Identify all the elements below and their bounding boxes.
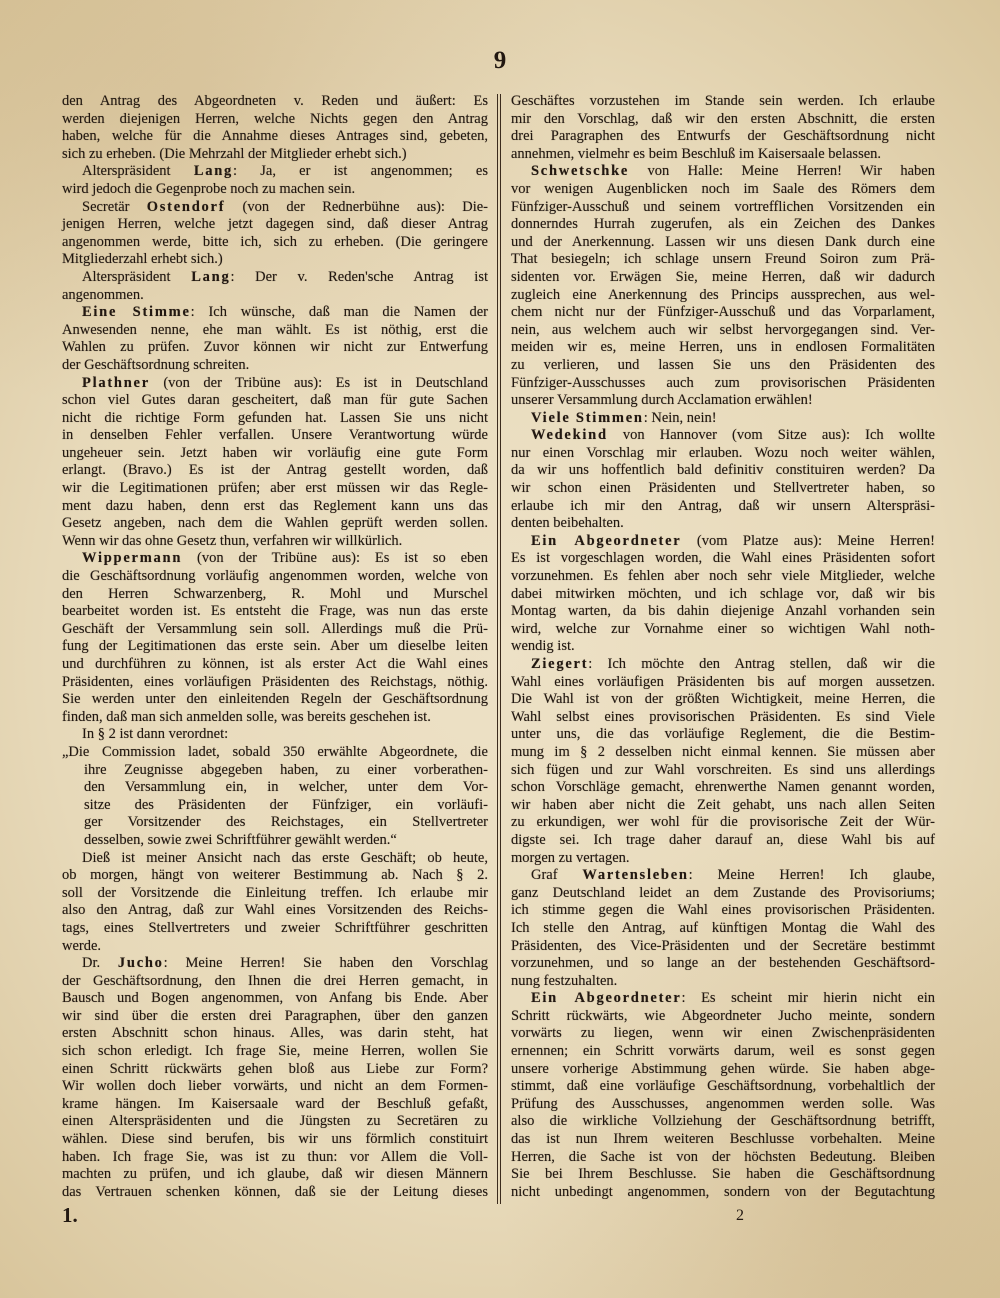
speaker-title: Alterspräsident (82, 268, 192, 285)
text-line: annehmen, vielmehr es beim Beschluß im Kaisersaale belassen. (511, 145, 882, 162)
text-line: machten zu prüfen, und ich glaube, daß wir diesen Männern (62, 1166, 488, 1183)
paragraph (62, 955, 488, 1201)
text-line (62, 550, 488, 568)
text-line: das ist nun Ihrem weiteren Beschlusse vorbehalten. Meine (511, 1131, 935, 1148)
text-line: schon Vorschläge gemacht, ehrenwerthe Namen genannt worden, (511, 779, 935, 796)
text-line: ganz Deutschland leidet an dem Zustande des Provisoriums; (511, 884, 935, 901)
text-line: Bausch und Bogen angenommen, von Anfang bis Ende. Aber (62, 990, 488, 1007)
text-line: ob morgen, hängt von weiterer Bestimmung ab. Nach § 2. (62, 867, 488, 884)
text-line: mung im § 2 desselben nicht einmal kennen. Sie müssen aber (511, 743, 935, 760)
right-column (511, 93, 935, 1201)
speaker-title: Alterspräsident (82, 163, 194, 180)
paragraph (511, 656, 935, 867)
text-line: zu erkundigen, wer wohl für die provisorische Zeit der Wür- (511, 814, 935, 831)
text-line (511, 533, 935, 551)
text-line: krame hängen. Im Kaisersaale ward der Beschluß gefaßt, (62, 1095, 488, 1112)
text-line (511, 163, 935, 181)
text-line: wir die Legitimationen prüfen; aber erst müssen wir das Regle- (62, 480, 488, 497)
text-line: erlaube ich mir den Antrag, daß wir unsern Alterspräsi- (511, 497, 935, 514)
text-line: ihre Zeugnisse abgegeben haben, zu einer vorberathen- (84, 761, 488, 778)
speaker-name: Schwetschke (531, 163, 630, 180)
text-line: soll der Vorsitzende die Einleitung treffen. Ich erlaube mir (62, 884, 488, 901)
paragraph (62, 726, 488, 744)
speaker-name: Eine Stimme (82, 304, 191, 321)
speaker-title: Graf (531, 867, 583, 884)
speaker-title: Secretär (82, 198, 147, 215)
text-line: wird, welche zur Vornahme einer so wichtigen Wahl noth- (511, 620, 935, 637)
text-line: Mitgliederzahl erhebt sich.) (62, 251, 223, 268)
text-line: meiden wir es, meine Herren, uns in endlosen Formalitäten (511, 339, 935, 356)
text-line: den Versammlung ein, in welcher, unter dem Vor- (84, 779, 488, 796)
text-line: Fünfziger-Ausschuß und seinem vortrefflichen Vorsitzenden ein (511, 198, 935, 215)
speaker-name: Wedekind (531, 427, 608, 444)
text-line: angenommen werde, bitte ich, sich zu erheben. (Die geringere (62, 233, 488, 250)
text-line: den Herren Schwarzenberg, R. Mohl und Murschel (62, 585, 488, 602)
speech-text: (vom Platze aus): Meine Herren! (681, 532, 935, 549)
paragraph (62, 163, 488, 198)
speaker-name: Jucho (117, 955, 164, 972)
text-line: tags, eines Stellvertreters und zweier Schriftführer geschritten (62, 919, 488, 936)
text-line: denten beibehalten. (511, 515, 624, 532)
text-line: ernennen; ein Schritt vorwärts darum, weil es sonst gegen (511, 1043, 935, 1060)
speaker-name: Wippermann (82, 550, 183, 567)
text-line: werden diejenigen Herren, welche Nichts gegen den Antrag (62, 110, 488, 127)
text-line: Geschäft der Versammlung sein soll. Allerdings muß die Prü- (62, 620, 488, 637)
speech-text: : Nein, nein! (643, 409, 717, 426)
text-line: Wahlen zu prüfen. Zuvor können wir nicht zur Entwerfung (62, 339, 488, 356)
text-line: Wir wollen doch lieber vorwärts, und nicht an dem Formen- (62, 1078, 488, 1095)
text-line: angenommen. (62, 286, 144, 303)
text-line: in denselben Fehler verfallen. Unsere Verantwortung würde (62, 427, 488, 444)
text-line: mir den Vorschlag, daß wir den ersten Abschnitt, die ersten (511, 110, 935, 127)
text-line: wir schon einen Präsidenten und Stellvertreter haben, so (511, 480, 935, 497)
text-line: da wir uns hoffentlich bald definitiv constituiren werden? Da (511, 462, 935, 479)
text-line: nur einen Vorschlag mir erlauben. Wozu noch weiter wählen, (511, 444, 935, 461)
text-line: vorzunehmen, und so lange an der bestehenden Geschäftsord- (511, 955, 935, 972)
paragraph (62, 375, 488, 551)
text-line: wird jedoch die Gegenprobe noch zu machen sein. (62, 180, 356, 197)
paragraph (62, 550, 488, 726)
paragraph (511, 93, 935, 163)
page-number: 9 (493, 47, 507, 74)
text-line: und durchführen zu können, ist als erster Act die Wahl eines (62, 656, 488, 672)
text-line: vor wenigen Augenblicken noch im Saale des Römers dem (511, 180, 935, 197)
text-line: nein, aus welchem auch wir selbst hervorgegangen sind. Ver- (511, 321, 935, 338)
text-line: jenigen Herren, welche jetzt dagegen sind, daß dieser Antrag (62, 216, 488, 233)
paragraph (511, 410, 935, 428)
text-line: wir haben aber nicht die Zeit gehabt, uns nach allen Seiten (511, 796, 935, 813)
text-line: That besiegeln; ich schlage unsern Freund Soiron zum Prä- (511, 251, 935, 268)
text-line: dabei mitwirken möchten, und ich schlage vor, daß wir bis (511, 585, 935, 602)
text-line: Anwesenden nenne, ehe man wählt. Es ist nöthig, erst die (62, 321, 488, 338)
text-line: morgen zu vertagen. (511, 849, 630, 866)
text-line: vorwärts zu liegen, wenn wir einen Zwischenpräsidenten (511, 1025, 935, 1042)
paragraph (511, 990, 935, 1201)
text-line: der Geschäftsordnung schreiten. (62, 356, 250, 373)
text-line (62, 269, 488, 287)
sheet-signature: 1. (62, 1203, 78, 1227)
text-line: unsere vorherige Abstimmung gehen würde. Sie haben abge- (511, 1060, 935, 1077)
text-line: unter uns, die das vorläufige Reglement, die die Bestim- (511, 726, 935, 743)
text-line (62, 375, 488, 393)
text-line: Sie werden unter den einleitenden Regeln der Geschäftsordnung (62, 691, 488, 708)
speech-text: (von der Rednerbühne aus): Die- (225, 198, 488, 215)
paragraph (62, 199, 488, 269)
speaker-title: Dr. (82, 955, 118, 972)
speech-text: (von der Tribüne aus): Es ist so eben (182, 550, 488, 567)
text-line: Geschäftes vorzustehen im Stande sein werden. Ich erlaube (511, 93, 935, 109)
text-line: haben. Ich frage Sie, was ist zu thun: vor Allem die Voll- (62, 1148, 488, 1165)
text-line (511, 410, 935, 428)
text-line: fung der Legitimationen das erste sein. Aber um dieselbe leiten (62, 638, 488, 655)
text-line (511, 656, 935, 674)
text-line: Schritt rückwärts, wie Abgeordneter Jucho meinte, sondern (511, 1007, 935, 1024)
text-line: Gesetz angeben, nach dem die Wahlen geprüft werden sollen. (62, 515, 488, 532)
paragraph (62, 304, 488, 374)
text-line: wir sind über die ersten drei Paragraphen, über den ganzen (62, 1007, 488, 1024)
speaker-name: Viele Stimmen (531, 409, 644, 426)
text-line: einen Alterspräsidenten und die Jüngsten zu Secretären zu (62, 1113, 488, 1130)
paragraph (511, 867, 935, 990)
text-line (511, 990, 935, 1008)
text-line: das Vertrauen schenken können, daß sie der Leitung dieses (62, 1183, 488, 1200)
text-line: zu verlieren, und lassen Sie uns den Präsidenten des (511, 356, 935, 373)
text-line: also den Antrag, daß zur Wahl eines Vorsitzenden des Reichs- (62, 902, 488, 919)
paragraph (511, 427, 935, 533)
text-line: einen Schritt rückwärts gehen bloß aus Liebe zur Form? (62, 1060, 488, 1077)
text-line: Präsidenten, eines vorläufigen Präsidenten des Reichstags, nöthig. (62, 673, 488, 690)
text-line: Montag warten, da bis dahin diejenige Anzahl vorhanden sein (511, 603, 935, 620)
text-line: nicht unbedingt angenommen, sondern von der Begutachtung (511, 1183, 935, 1200)
text-line: donnerndes Hurrah zugerufen, als ein Zeichen des Dankes (511, 216, 935, 233)
speaker-name: Plathner (82, 374, 150, 391)
text-line: sich schon erledigt. Ich frage Sie, meine Herren, wollen Sie (62, 1043, 488, 1060)
text-line: also die wirkliche Vollziehung der Geschäftsordnung betrifft, (511, 1113, 935, 1130)
speaker-name: Lang (191, 268, 231, 285)
text-line: nung festzuhalten. (511, 972, 618, 989)
speaker-name: Ein Abgeordneter (531, 532, 682, 549)
text-line: schon viel Gutes daran gescheitert, daß man für gute Sachen (62, 392, 488, 409)
text-line: die Geschäftsordnung vorläufig angenommen worden, welche von (62, 568, 488, 585)
text-line: ment dazu haben, denn erst das Reglement kann uns das (62, 497, 488, 514)
text-line: sidenten vor. Erwägen Sie, meine Herren, daß wir dadurch (511, 268, 935, 285)
text-line: und der Anerkennung. Lassen wir uns diesen Dank durch eine (511, 233, 935, 250)
paragraph (62, 269, 488, 304)
text-line: nicht die richtige Form gefunden hat. Lassen Sie uns nicht (62, 409, 488, 426)
text-line: wählen. Diese sind berufen, bis wir uns förmlich constituirt (62, 1131, 488, 1148)
text-line: desselben, sowie zwei Schriftführer gewählt werden.“ (84, 831, 397, 848)
text-line: Prüfung des Ausschusses, angenommen werden solle. Was (511, 1095, 935, 1112)
text-line: sich zu erheben. (Die Mehrzahl der Mitglieder erhebt sich.) (62, 145, 407, 162)
text-line: sich fügen und zur Wahl vorschreiten. Es sind uns allerdings (511, 761, 935, 778)
text-line: finden, daß man sich anmelden solle, was bereits geschehen ist. (62, 708, 431, 725)
text-line: werde. (62, 937, 102, 954)
text-line (511, 427, 935, 445)
text-line: digste sei. Ich trage daher darauf an, diese Wahl bis auf (511, 831, 935, 848)
sheet-mark: 2 (736, 1207, 744, 1224)
text-line: erlangt. (Bravo.) Es ist der Antrag gestellt worden, daß (62, 462, 488, 479)
speech-text: : Es scheint mir hierin nicht ein (681, 990, 935, 1007)
text-line: Sie bei Ihrem Beschlusse. Sie haben die Geschäftsordnung (511, 1166, 935, 1183)
speech-text: : Meine Herren! Sie haben den Vorschlag (163, 955, 489, 972)
paragraph (511, 533, 935, 656)
speaker-name: Ostendorf (146, 198, 226, 215)
text-line (62, 955, 488, 973)
speech-text: : Ja, er ist angenommen; es (233, 163, 489, 180)
text-line: haben, welche für die Annahme dieses Antrages sind, gebeten, (62, 128, 488, 145)
text-line (511, 867, 935, 885)
speech-text: : Ich möchte den Antrag stellen, daß wir die (588, 656, 935, 672)
text-line: chem nicht nur der Fünfziger-Ausschuß und das Vorparlament, (511, 304, 935, 321)
paragraph (62, 93, 488, 163)
speech-text: : Meine Herren! Ich glaube, (688, 867, 935, 884)
left-column (62, 93, 488, 1201)
text-line: Fünfziger-Ausschusses auch zum provisorischen Präsidenten (511, 374, 935, 391)
text-line (62, 163, 488, 181)
text-line: Dieß ist meiner Ansicht nach das erste Geschäft; ob heute, (82, 849, 488, 866)
text-line: Wenn wir das ohne Gesetz thun, verfahren wir willkürlich. (62, 532, 403, 549)
text-line: vorzunehmen. Es fehlen aber noch sehr viele Mitglieder, welche (511, 568, 935, 585)
text-line (62, 199, 488, 217)
speaker-name: Wartensleben (582, 867, 689, 884)
speech-text: von Hannover (vom Sitze aus): Ich wollte (607, 427, 935, 444)
text-line: „Die Commission ladet, sobald 350 erwählte Abgeordnete, die (62, 743, 488, 760)
text-line: Herren, die Sache ist von der höchsten Bedeutung. Bleiben (511, 1148, 935, 1165)
text-line: unserer Versammlung durch Acclamation erwählen! (511, 392, 813, 409)
column-rule (497, 94, 501, 1204)
text-line: ger Vorsitzender des Reichstages, ein Stellvertreter (84, 814, 488, 831)
text-line: ungeheuer sein. Jetzt haben wir vorläufig eine gute Form (62, 444, 488, 461)
speech-text: : Ich wünsche, daß man die Namen der (190, 304, 488, 321)
text-line: In § 2 ist dann verordnet: (82, 726, 229, 743)
paragraph (511, 163, 935, 409)
text-line: bearbeitet worden ist. Es entsteht die Frage, was nun das erste (62, 603, 488, 620)
text-line: Die Wahl ist von der größten Wichtigkeit, meine Herren, die (511, 691, 935, 708)
quotation (62, 744, 488, 850)
text-line: sitze des Präsidenten der Fünfziger, ein vorläufi- (84, 796, 488, 813)
speech-text: von Halle: Meine Herren! Wir haben (629, 163, 935, 180)
paragraph (62, 850, 488, 956)
text-line (62, 304, 488, 322)
text-line: zugleich eine Anerkennung des Princips aussprechen, aus wel- (511, 286, 935, 303)
speaker-name: Lang (193, 163, 234, 180)
text-line: Wahl selbst eines provisorischen Präsidenten. Es sind Viele (511, 708, 935, 725)
text-line: ich stimme gegen die Wahl eines provisorischen Präsidenten. (511, 902, 935, 919)
text-line: stimmt, daß eine vorläufige Geschäftsordnung, vorbehaltlich der (511, 1078, 935, 1095)
text-line: ersten Abschnitt schon hinaus. Alles, was darin steht, hat (62, 1025, 488, 1042)
text-line: drei Paragraphen des Entwurfs der Geschäftsordnung nicht (511, 128, 935, 145)
speech-text: : Der v. Reden'sche Antrag ist (230, 268, 488, 285)
text-line: Wahl eines vorläufigen Präsidenten bis auf morgen aussetzen. (511, 673, 935, 690)
text-line: Präsidenten, des Vice-Präsidenten und der Secretäre bestimmt (511, 937, 935, 954)
text-line: wendig ist. (511, 638, 575, 655)
text-line: Es ist vorgeschlagen worden, die Wahl eines Präsidenten sofort (511, 550, 935, 567)
speaker-name: Ziegert (531, 656, 589, 672)
text-line: der Geschäftsordnung, den Ihnen die drei Herren gemacht, in (62, 972, 488, 989)
speaker-name: Ein Abgeordneter (531, 990, 682, 1007)
text-line: den Antrag des Abgeordneten v. Reden und äußert: Es (62, 93, 488, 109)
speech-text: (von der Tribüne aus): Es ist in Deutschland (149, 374, 488, 391)
text-line: Ich stelle den Antrag, auf künftigen Montag die Wahl des (511, 919, 935, 936)
